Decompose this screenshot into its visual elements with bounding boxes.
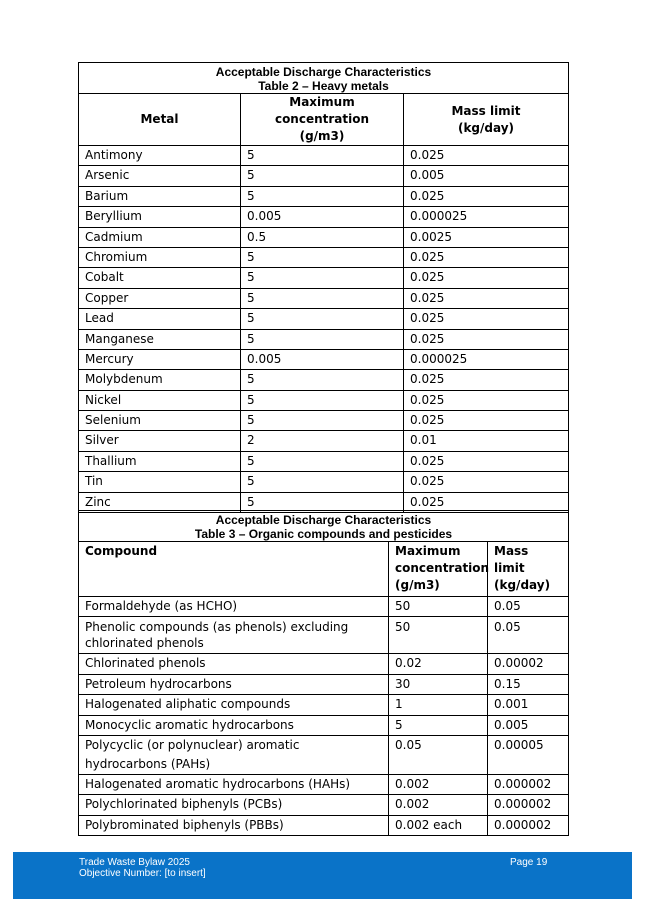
table-cell: 5 (241, 370, 404, 390)
table-cell: 5 (241, 451, 404, 471)
table-cell: 0.025 (404, 492, 569, 512)
table-cell: 0.025 (404, 390, 569, 410)
table-cell: 0.05 (488, 597, 569, 617)
table-cell: 0.025 (404, 451, 569, 471)
table-row (79, 411, 569, 431)
table-row (79, 207, 569, 227)
column-header-max-concentration: Maximum concentration (g/m3) (241, 94, 404, 146)
caption-title: Acceptable Discharge Characteristics (215, 65, 432, 79)
table-row (79, 268, 569, 288)
table-cell: 0.0025 (404, 227, 569, 247)
table-row (79, 472, 569, 492)
table-cell: Lead (79, 309, 241, 329)
footer-page-number: Page 19 (510, 857, 548, 868)
table-row (79, 329, 569, 349)
table-cell: Formaldehyde (as HCHO) (79, 597, 389, 617)
table-row (79, 288, 569, 308)
table-row (79, 431, 569, 451)
table-cell: Phenolic compounds (as phenols) excluding chlorinated phenols (79, 617, 389, 654)
heavy-metals-table (78, 62, 569, 513)
table-row (79, 390, 569, 410)
table-cell: 1 (389, 695, 488, 715)
table-cell: 0.025 (404, 146, 569, 166)
table-cell: Chromium (79, 247, 241, 267)
table-cell: 5 (241, 390, 404, 410)
table-cell: 5 (241, 268, 404, 288)
table-cell: 0.00005 (488, 735, 569, 774)
table-cell: 5 (241, 472, 404, 492)
table-row (79, 370, 569, 390)
table-row (79, 166, 569, 186)
column-header-metal: Metal (79, 94, 241, 146)
table-cell: Zinc (79, 492, 241, 512)
table-cell: 0.002 (389, 774, 488, 794)
table-cell: Monocyclic aromatic hydrocarbons (79, 715, 389, 735)
table-cell: 0.000025 (404, 207, 569, 227)
table-cell: Manganese (79, 329, 241, 349)
table-cell: 0.00002 (488, 654, 569, 674)
table-cell: 0.01 (404, 431, 569, 451)
table-cell: 0.025 (404, 329, 569, 349)
table-cell: Copper (79, 288, 241, 308)
table-cell: 0.025 (404, 370, 569, 390)
table-cell: 0.002 (389, 795, 488, 815)
table-cell: Tin (79, 472, 241, 492)
page-footer (13, 852, 632, 899)
table-cell: 0.025 (404, 472, 569, 492)
table-cell: Arsenic (79, 166, 241, 186)
table-cell: Halogenated aliphatic compounds (79, 695, 389, 715)
table-cell: 0.15 (488, 674, 569, 694)
column-header-mass-limit: Mass limit (kg/day) (404, 94, 569, 146)
table-cell: 5 (241, 166, 404, 186)
table-cell: Barium (79, 186, 241, 206)
table-cell: 5 (241, 329, 404, 349)
table-row (79, 186, 569, 206)
table-cell: 0.025 (404, 247, 569, 267)
table-row (79, 617, 569, 654)
column-header-max-concentration: Maximum concentration (g/m3) (389, 542, 488, 597)
table-cell: Cadmium (79, 227, 241, 247)
table-row (79, 715, 569, 735)
table-row (79, 774, 569, 794)
table-cell: 0.005 (241, 349, 404, 369)
table-cell: 0.025 (404, 268, 569, 288)
table-caption (79, 63, 569, 94)
table-cell: 5 (241, 146, 404, 166)
table-row (79, 349, 569, 369)
table-cell: Mercury (79, 349, 241, 369)
column-header-compound: Compound (79, 542, 389, 597)
caption-subtitle: Table 3 – Organic compounds and pesticides (194, 527, 453, 541)
table-cell: Chlorinated phenols (79, 654, 389, 674)
table-cell: Polybrominated biphenyls (PBBs) (79, 815, 389, 835)
table-row (79, 227, 569, 247)
footer-document-title: Trade Waste Bylaw 2025 (79, 857, 190, 868)
table-cell: 0.05 (488, 617, 569, 654)
table-cell: 2 (241, 431, 404, 451)
table-row (79, 597, 569, 617)
table-cell: 5 (241, 247, 404, 267)
table-cell: 5 (241, 288, 404, 308)
table-cell: 0.025 (404, 411, 569, 431)
table-cell: 0.05 (389, 735, 488, 774)
table-cell: Petroleum hydrocarbons (79, 674, 389, 694)
table-cell: Selenium (79, 411, 241, 431)
table-cell: 30 (389, 674, 488, 694)
table-cell: 0.005 (404, 166, 569, 186)
table-cell: 0.025 (404, 186, 569, 206)
table-row (79, 451, 569, 471)
table-cell: 0.002 each (389, 815, 488, 835)
table-caption (79, 511, 569, 542)
table-cell: Halogenated aromatic hydrocarbons (HAHs) (79, 774, 389, 794)
table-cell: 0.02 (389, 654, 488, 674)
table-row (79, 309, 569, 329)
table-cell: 5 (241, 186, 404, 206)
table-cell: 5 (241, 492, 404, 512)
table-row (79, 654, 569, 674)
column-header-mass-limit: Mass limit (kg/day) (488, 542, 569, 597)
table-cell: 0.000002 (488, 815, 569, 835)
table-cell: Beryllium (79, 207, 241, 227)
table-cell: Molybdenum (79, 370, 241, 390)
table-cell: Silver (79, 431, 241, 451)
table-cell: 0.025 (404, 309, 569, 329)
table-cell: 0.5 (241, 227, 404, 247)
table-cell: 0.025 (404, 288, 569, 308)
table-cell: 0.001 (488, 695, 569, 715)
table-cell: Thallium (79, 451, 241, 471)
table-cell: Polychlorinated biphenyls (PCBs) (79, 795, 389, 815)
table-cell: 0.000002 (488, 774, 569, 794)
caption-title: Acceptable Discharge Characteristics (215, 513, 432, 527)
table-cell: 5 (241, 411, 404, 431)
table-cell: 5 (241, 309, 404, 329)
table-cell: 5 (389, 715, 488, 735)
table-cell: 50 (389, 597, 488, 617)
table-cell: 0.000002 (488, 795, 569, 815)
organic-compounds-table (78, 510, 569, 836)
table-cell: Cobalt (79, 268, 241, 288)
table-cell: Polycyclic (or polynuclear) aromatic hydrocarbons (PAHs) (79, 735, 389, 774)
table-cell: 0.005 (488, 715, 569, 735)
table-row (79, 815, 569, 835)
table-row (79, 674, 569, 694)
table-cell: Nickel (79, 390, 241, 410)
table-row (79, 735, 569, 774)
table-cell: 50 (389, 617, 488, 654)
table-row (79, 695, 569, 715)
table-cell: Antimony (79, 146, 241, 166)
table-cell: 0.005 (241, 207, 404, 227)
caption-subtitle: Table 2 – Heavy metals (258, 79, 389, 93)
table-row (79, 146, 569, 166)
table-row (79, 247, 569, 267)
table-cell: 0.000025 (404, 349, 569, 369)
footer-objective-number: Objective Number: [to insert] (79, 868, 206, 879)
table-row (79, 795, 569, 815)
